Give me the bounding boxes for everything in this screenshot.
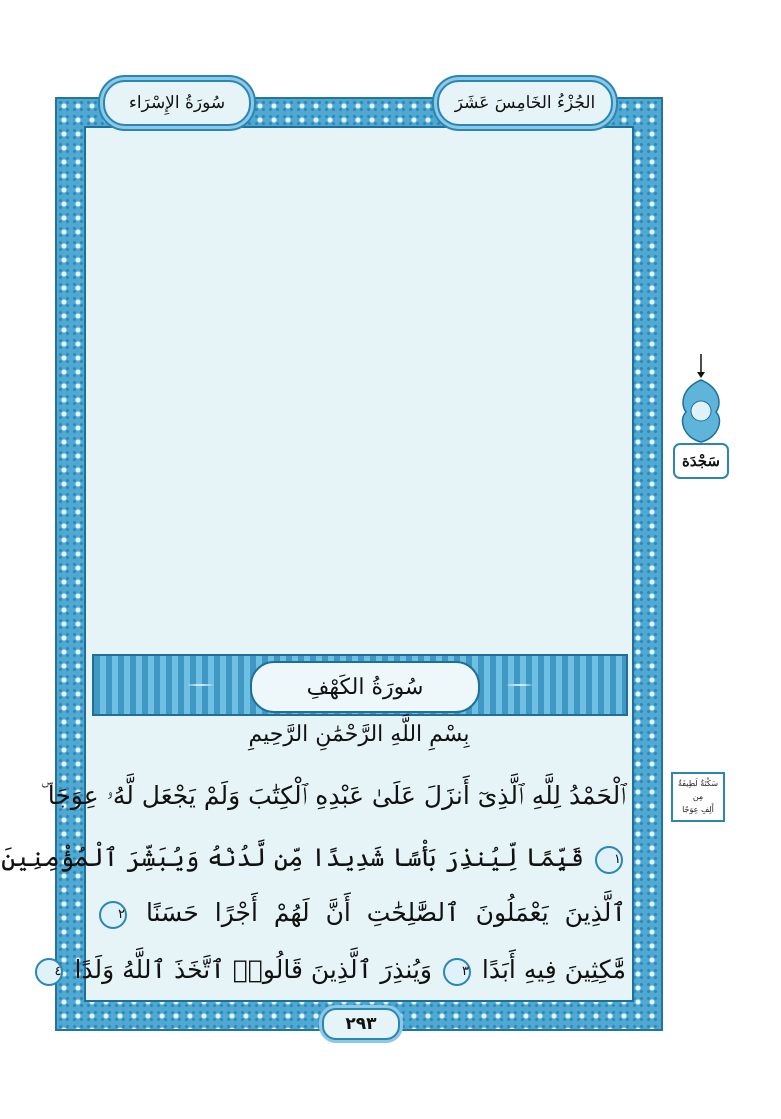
verse-line-3: ٱلَّذِينَ يَعْمَلُونَ ٱلصَّٰلِحَٰتِ أَنَّ لَهُمْ أَجْرًا حَسَنًا ٢ [96, 889, 626, 937]
basmala: بِسْمِ اللَّهِ الرَّحْمَٰنِ الرَّحِيمِ [248, 722, 470, 747]
surah-name: سُورَةُ الكَهْفِ [306, 674, 424, 700]
ayah-number-marker: ٤ [35, 958, 63, 986]
juz-title-tab [437, 80, 613, 126]
ayah-number-marker: ١ [595, 846, 623, 874]
verse-line-4: مَّٰكِثِينَ فِيهِ أَبَدًا ٣ وَيُنذِرَ ٱلَّذِينَ قَالُوا۟ ٱتَّخَذَ ٱللَّهُ وَلَدًا ٤ [96, 946, 626, 994]
surah-title-tab [103, 80, 251, 126]
verse-line-2: ١ قَيِّمًا لِّيُنذِرَ بَأْسًا شَدِيدًا مِّن لَّدُنْهُ وَيُبَشِّرَ ٱلْمُؤْمِنِينَ [1, 843, 621, 872]
margin-note: سَكْتَةٌ لَطِيفَةٌ مِن أَلِفِ عِوَجًا [671, 772, 725, 822]
page-number: ٢٩٣ [322, 1008, 400, 1040]
sajda-label: سَجْدَة [682, 452, 720, 470]
surah-title-text: سُورَةُ الإِسْرَاء [128, 93, 226, 113]
juz-title-text: الجُزْءُ الخَامِسَ عَشَرَ [454, 93, 596, 113]
surah-name-cartouche [250, 661, 480, 713]
ayah-number-marker: ٣ [443, 958, 471, 986]
verse-line-1: ٱلْحَمْدُ لِلَّهِ ٱلَّذِىٓ أَنزَلَ عَلَىٰ عَبْدِهِ ٱلْكِتَٰبَ وَلَمْ يَجْعَل لَّهُۥ عِوَجَا ۜ [41, 781, 626, 810]
ayah-number-marker: ٢ [99, 901, 127, 929]
